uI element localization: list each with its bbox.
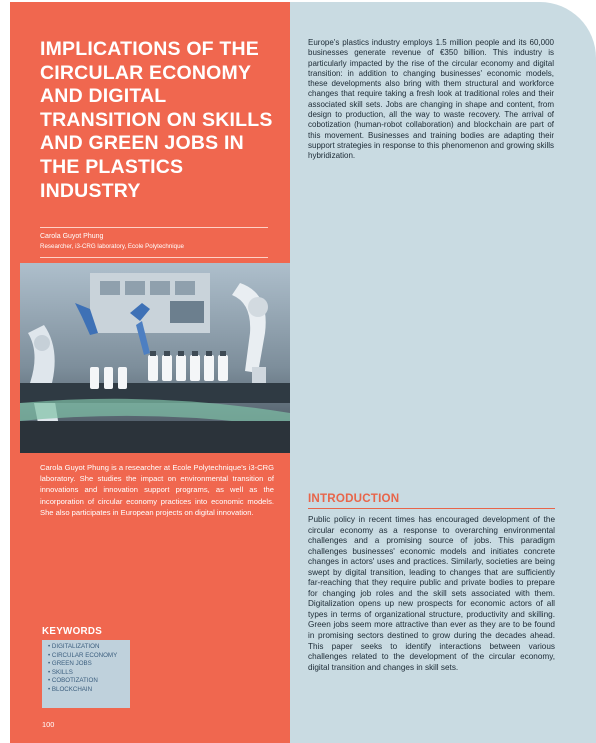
- keyword-item: • BLOCKCHAIN: [48, 685, 93, 693]
- article-title: IMPLICATIONS OF THE CIRCULAR ECONOMY AND DIGITAL TRANSITION ON SKILLS AND GREEN JOBS IN THE PLASTICS INDUSTRY: [40, 38, 273, 202]
- keywords-box: [42, 640, 130, 708]
- keywords-list: [42, 640, 130, 695]
- keyword-item: • GREEN JOBS: [48, 660, 92, 668]
- keyword-item: • COBOTIZATION: [48, 677, 98, 685]
- divider-top: [40, 227, 268, 228]
- author-bio: Carola Guyot Phung is a researcher at Ecole Polytechnique's i3-CRG laboratory. She studies the impact on environmental transition of innovations and innovation support programs, as well as the incorporation of circular economy practices into economic models. She also participates in European projects on digital innovation.: [40, 463, 274, 517]
- keyword-item: • DIGITALIZATION: [48, 643, 100, 650]
- page-number: 100: [42, 720, 55, 729]
- keyword-item: • CIRCULAR ECONOMY: [48, 651, 118, 659]
- introduction-heading: INTRODUCTION: [308, 492, 400, 505]
- factory-robots-photo: [20, 263, 290, 453]
- introduction-divider: [308, 508, 555, 509]
- lead-paragraph: Europe's plastics industry employs 1.5 million people and its 60,000 businesses generate revenue of €350 billion. This industry is particularly impacted by the rise of the circular economy and digital transition: in addition to changing businesses' economic models, these developments also bring with them structural and workforce changes that require taking a fresh look at traditional roles and their associated skill sets. Jobs are changing in shape and content, from design to production, all the way to waste recovery. The arrival of cobotization (human-robot collaboration) and blockchain are part of this movement. Businesses and training bodies are adapting their support strategies in response to this phenomenon and growing skills hybridization.: [308, 38, 554, 161]
- author-affiliation: Researcher, i3-CRG laboratory, Ecole Polytechnique: [40, 243, 184, 250]
- divider-bottom: [40, 257, 268, 258]
- introduction-body: Public policy in recent times has encouraged development of the circular economy as a response to overarching environmental challenges and a promising source of jobs. This paradigm challenges businesses' economic models and initiates concrete changes in actors' uses and practices. Similarly, societies are being swept by digital transition, leading to changes that are sufficiently far-reaching that they require public and private bodies to prepare for changing job roles and the skill sets associated with them. Digitalization opens up new prospects for economic actors of all types in terms of organizational structure, productivity and skilling. Green jobs seem more attractive than ever as they are to be found in promising sectors destined to grow during the decades ahead. This paper seeks to identify interactions between various challenges related to the development of the circular economy, digital transition and changes in skill sets.: [308, 515, 555, 672]
- author-name: Carola Guyot Phung: [40, 233, 104, 240]
- keywords-heading: KEYWORDS: [42, 626, 103, 637]
- keyword-item: • SKILLS: [48, 668, 73, 676]
